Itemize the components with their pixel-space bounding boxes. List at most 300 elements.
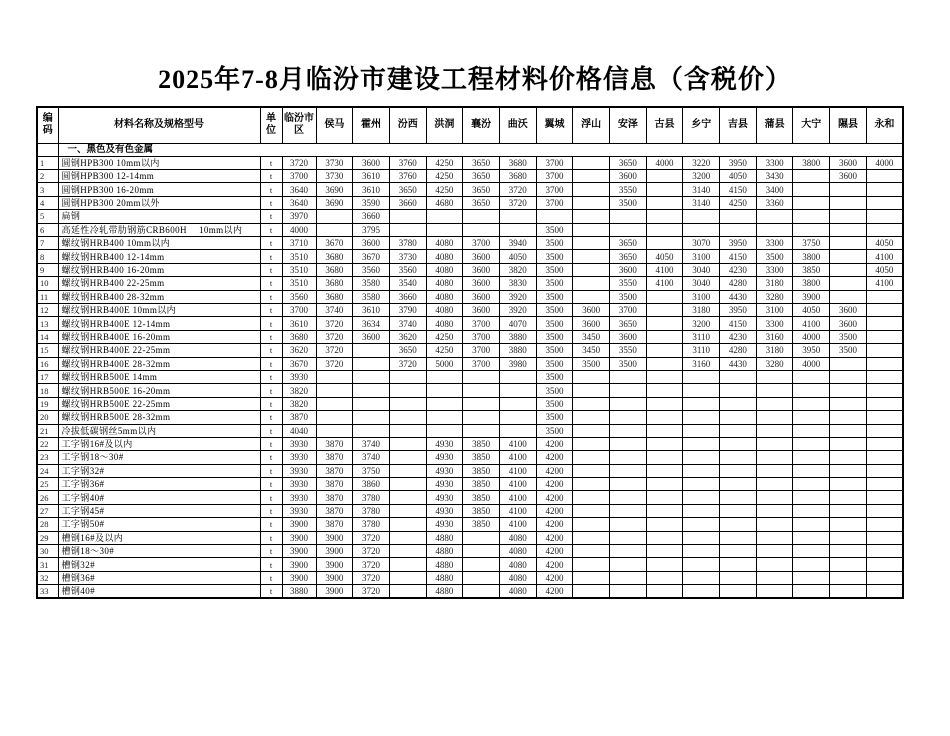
price-cell <box>830 183 867 196</box>
price-cell: 3700 <box>536 183 573 196</box>
price-cell <box>573 478 610 491</box>
unit-cell: t <box>260 223 282 236</box>
unit-cell: t <box>260 250 282 263</box>
price-cell: 3550 <box>610 277 647 290</box>
price-cell: 3690 <box>316 196 353 209</box>
material-name: 工字钢40# <box>58 491 260 504</box>
price-cell <box>830 504 867 517</box>
price-cell: 3720 <box>353 558 390 571</box>
price-cell: 3540 <box>389 277 426 290</box>
price-cell: 3510 <box>282 277 316 290</box>
price-cell: 3930 <box>282 478 316 491</box>
table-row <box>37 397 903 410</box>
price-cell: 3660 <box>389 290 426 303</box>
price-cell <box>683 504 720 517</box>
price-cell <box>683 384 720 397</box>
price-cell <box>683 424 720 437</box>
material-name: 螺纹钢HRB500E 22-25mm <box>58 397 260 410</box>
price-cell <box>573 156 610 169</box>
price-cell <box>866 451 903 464</box>
price-cell: 3700 <box>282 170 316 183</box>
material-name: 工字钢32# <box>58 464 260 477</box>
price-cell <box>756 545 793 558</box>
price-cell <box>573 290 610 303</box>
price-cell: 3870 <box>316 478 353 491</box>
price-cell <box>683 478 720 491</box>
price-cell <box>610 397 647 410</box>
price-cell: 3720 <box>316 344 353 357</box>
price-cell <box>573 210 610 223</box>
table-row <box>37 210 903 223</box>
table-row <box>37 344 903 357</box>
price-cell: 3600 <box>463 263 500 276</box>
material-name: 螺纹钢HRB400 10mm以内 <box>58 237 260 250</box>
price-cell <box>389 397 426 410</box>
unit-cell: t <box>260 196 282 209</box>
price-cell <box>866 397 903 410</box>
price-cell <box>866 437 903 450</box>
price-cell <box>463 370 500 383</box>
unit-cell: t <box>260 384 282 397</box>
price-cell: 4100 <box>499 518 536 531</box>
price-cell <box>463 210 500 223</box>
price-cell <box>610 531 647 544</box>
price-cell <box>793 491 830 504</box>
price-cell <box>683 531 720 544</box>
price-cell: 4000 <box>646 156 683 169</box>
price-cell: 3560 <box>353 263 390 276</box>
unit-cell: t <box>260 317 282 330</box>
price-cell <box>720 437 757 450</box>
table-row <box>37 330 903 343</box>
price-cell <box>499 397 536 410</box>
price-cell: 4100 <box>866 277 903 290</box>
price-cell <box>573 196 610 209</box>
price-cell <box>756 558 793 571</box>
price-cell <box>573 237 610 250</box>
price-cell: 3400 <box>756 183 793 196</box>
price-cell: 3900 <box>316 531 353 544</box>
price-cell <box>573 277 610 290</box>
price-cell: 3500 <box>610 290 647 303</box>
price-cell <box>830 411 867 424</box>
unit-cell: t <box>260 518 282 531</box>
row-code: 3 <box>37 183 58 196</box>
price-cell <box>536 210 573 223</box>
material-name: 螺纹钢HRB400 16-20mm <box>58 263 260 276</box>
material-name: 圆钢HPB300 12-14mm <box>58 170 260 183</box>
unit-cell: t <box>260 545 282 558</box>
column-header-13: 古县 <box>646 107 683 143</box>
row-code: 33 <box>37 585 58 599</box>
row-code: 21 <box>37 424 58 437</box>
price-cell: 4100 <box>646 277 683 290</box>
price-cell <box>646 464 683 477</box>
price-cell <box>793 384 830 397</box>
price-cell <box>463 397 500 410</box>
price-cell <box>573 370 610 383</box>
price-cell: 5000 <box>426 357 463 370</box>
price-cell: 3600 <box>463 303 500 316</box>
price-cell <box>720 478 757 491</box>
price-cell: 3900 <box>316 571 353 584</box>
price-cell: 4050 <box>793 303 830 316</box>
price-cell: 3500 <box>536 370 573 383</box>
price-cell <box>793 571 830 584</box>
price-cell: 3950 <box>720 237 757 250</box>
unit-cell: t <box>260 277 282 290</box>
table-row <box>37 196 903 209</box>
price-cell: 3720 <box>316 357 353 370</box>
price-cell <box>866 384 903 397</box>
price-cell <box>646 384 683 397</box>
price-cell <box>830 290 867 303</box>
price-cell <box>830 518 867 531</box>
price-cell: 3750 <box>353 464 390 477</box>
price-cell: 4150 <box>720 183 757 196</box>
price-cell <box>426 397 463 410</box>
price-cell <box>866 170 903 183</box>
row-code: 8 <box>37 250 58 263</box>
price-cell <box>720 210 757 223</box>
price-cell: 3140 <box>683 196 720 209</box>
price-cell: 3600 <box>463 250 500 263</box>
row-code: 32 <box>37 571 58 584</box>
price-cell: 3634 <box>353 317 390 330</box>
column-header-12: 安泽 <box>610 107 647 143</box>
price-cell: 4150 <box>720 250 757 263</box>
price-cell: 4050 <box>866 237 903 250</box>
price-cell <box>573 558 610 571</box>
column-header-11: 浮山 <box>573 107 610 143</box>
price-cell: 3870 <box>316 504 353 517</box>
price-cell <box>610 545 647 558</box>
material-name: 螺纹钢HRB500E 14mm <box>58 370 260 383</box>
price-cell <box>793 397 830 410</box>
price-cell: 3880 <box>282 585 316 599</box>
price-cell <box>793 183 830 196</box>
price-cell: 4250 <box>426 330 463 343</box>
price-cell <box>866 344 903 357</box>
price-cell: 4050 <box>499 250 536 263</box>
price-cell <box>830 397 867 410</box>
row-code: 26 <box>37 491 58 504</box>
price-cell <box>830 531 867 544</box>
table-header <box>37 107 903 143</box>
price-cell: 3180 <box>756 277 793 290</box>
price-cell <box>756 504 793 517</box>
price-cell <box>573 223 610 236</box>
price-cell <box>573 424 610 437</box>
price-cell <box>756 210 793 223</box>
price-cell <box>866 357 903 370</box>
unit-cell: t <box>260 210 282 223</box>
price-cell: 3600 <box>610 330 647 343</box>
price-cell <box>830 250 867 263</box>
price-cell <box>830 424 867 437</box>
price-cell: 3160 <box>756 330 793 343</box>
price-cell: 3600 <box>353 237 390 250</box>
price-cell: 3880 <box>499 330 536 343</box>
price-cell <box>720 491 757 504</box>
price-cell: 3580 <box>353 277 390 290</box>
price-cell <box>830 263 867 276</box>
table-row <box>37 464 903 477</box>
price-cell: 4930 <box>426 491 463 504</box>
price-cell: 3870 <box>316 518 353 531</box>
price-cell <box>830 210 867 223</box>
price-cell <box>830 585 867 599</box>
price-cell <box>756 397 793 410</box>
price-cell: 3920 <box>499 290 536 303</box>
price-cell <box>830 384 867 397</box>
price-cell: 3920 <box>499 303 536 316</box>
price-cell: 4200 <box>536 504 573 517</box>
price-cell <box>389 411 426 424</box>
material-name: 螺纹钢HRB500E 28-32mm <box>58 411 260 424</box>
material-name: 圆钢HPB300 16-20mm <box>58 183 260 196</box>
price-cell: 3950 <box>793 344 830 357</box>
table-row <box>37 585 903 599</box>
price-table <box>36 106 904 599</box>
price-cell <box>389 518 426 531</box>
price-cell <box>866 210 903 223</box>
price-cell <box>646 223 683 236</box>
price-cell: 4100 <box>499 504 536 517</box>
price-cell <box>720 585 757 599</box>
price-cell: 4100 <box>499 478 536 491</box>
price-cell <box>756 384 793 397</box>
price-cell: 4200 <box>536 571 573 584</box>
price-cell <box>720 531 757 544</box>
row-code: 4 <box>37 196 58 209</box>
column-header-7: 洪洞 <box>426 107 463 143</box>
price-cell: 4080 <box>426 317 463 330</box>
column-header-16: 蒲县 <box>756 107 793 143</box>
price-cell <box>610 411 647 424</box>
price-cell <box>793 545 830 558</box>
price-cell: 3300 <box>756 156 793 169</box>
price-cell: 3450 <box>573 330 610 343</box>
price-cell: 3600 <box>830 170 867 183</box>
price-cell <box>830 196 867 209</box>
price-cell: 3160 <box>683 357 720 370</box>
price-cell: 3500 <box>536 411 573 424</box>
price-cell: 3640 <box>282 183 316 196</box>
price-cell: 3740 <box>353 437 390 450</box>
price-cell: 4930 <box>426 518 463 531</box>
price-cell <box>389 223 426 236</box>
price-cell: 4250 <box>720 196 757 209</box>
price-cell: 3720 <box>389 357 426 370</box>
price-cell <box>646 411 683 424</box>
price-cell: 3600 <box>353 156 390 169</box>
price-cell <box>866 196 903 209</box>
price-cell: 4080 <box>426 277 463 290</box>
material-name: 高延性冷轧带肋钢筋CRB600H 10mm以内 <box>58 223 260 236</box>
price-cell <box>353 357 390 370</box>
price-cell: 4100 <box>499 437 536 450</box>
price-cell <box>720 223 757 236</box>
price-cell: 3650 <box>463 183 500 196</box>
price-cell: 4200 <box>536 437 573 450</box>
row-code: 20 <box>37 411 58 424</box>
price-cell <box>793 411 830 424</box>
table-row <box>37 183 903 196</box>
price-cell: 3110 <box>683 344 720 357</box>
price-cell: 3970 <box>282 210 316 223</box>
column-header-5: 霍州 <box>353 107 390 143</box>
column-header-4: 侯马 <box>316 107 353 143</box>
price-cell <box>389 437 426 450</box>
price-cell: 4250 <box>426 344 463 357</box>
price-cell: 3700 <box>463 237 500 250</box>
material-name: 工字钢45# <box>58 504 260 517</box>
price-cell <box>646 571 683 584</box>
price-cell: 4230 <box>720 330 757 343</box>
column-header-19: 永和 <box>866 107 903 143</box>
price-cell <box>463 585 500 599</box>
price-cell: 3760 <box>389 170 426 183</box>
row-code: 22 <box>37 437 58 450</box>
price-cell <box>573 451 610 464</box>
price-cell <box>573 397 610 410</box>
price-cell <box>573 170 610 183</box>
price-cell: 3700 <box>463 330 500 343</box>
price-cell <box>389 478 426 491</box>
price-cell <box>830 223 867 236</box>
price-cell: 4280 <box>720 344 757 357</box>
price-cell <box>646 210 683 223</box>
price-cell: 4000 <box>793 330 830 343</box>
material-name: 圆钢HPB300 10mm以内 <box>58 156 260 169</box>
price-cell <box>756 571 793 584</box>
price-cell <box>610 370 647 383</box>
price-cell: 3760 <box>389 156 426 169</box>
price-cell: 3140 <box>683 183 720 196</box>
price-cell: 4250 <box>426 183 463 196</box>
price-cell <box>573 545 610 558</box>
price-cell: 3930 <box>282 504 316 517</box>
price-cell: 3600 <box>830 317 867 330</box>
price-cell <box>426 210 463 223</box>
price-cell: 3200 <box>683 170 720 183</box>
price-cell: 4080 <box>499 558 536 571</box>
price-cell: 3900 <box>793 290 830 303</box>
price-cell <box>830 558 867 571</box>
column-header-18: 隰县 <box>830 107 867 143</box>
price-cell <box>683 437 720 450</box>
price-cell: 3640 <box>282 196 316 209</box>
row-code: 19 <box>37 397 58 410</box>
price-cell <box>610 223 647 236</box>
price-cell <box>463 545 500 558</box>
price-cell <box>793 170 830 183</box>
unit-cell: t <box>260 330 282 343</box>
price-cell: 3680 <box>499 156 536 169</box>
row-code: 2 <box>37 170 58 183</box>
price-cell: 4230 <box>720 263 757 276</box>
unit-cell: t <box>260 451 282 464</box>
price-cell <box>353 344 390 357</box>
price-cell <box>389 531 426 544</box>
material-name: 螺纹钢HRB400E 10mm以内 <box>58 303 260 316</box>
table-row <box>37 491 903 504</box>
table-row <box>37 357 903 370</box>
price-cell <box>646 290 683 303</box>
price-cell: 3720 <box>353 545 390 558</box>
price-cell <box>720 424 757 437</box>
price-cell: 4100 <box>499 491 536 504</box>
price-cell: 3700 <box>610 303 647 316</box>
price-cell <box>830 491 867 504</box>
price-cell: 3900 <box>282 545 316 558</box>
price-cell: 3700 <box>536 196 573 209</box>
price-cell <box>389 464 426 477</box>
price-cell <box>720 545 757 558</box>
price-cell: 3820 <box>499 263 536 276</box>
price-cell: 3100 <box>683 250 720 263</box>
material-name: 螺纹钢HRB400E 22-25mm <box>58 344 260 357</box>
price-cell <box>756 370 793 383</box>
table-row <box>37 237 903 250</box>
price-cell <box>573 464 610 477</box>
price-cell: 3850 <box>463 464 500 477</box>
price-cell <box>573 183 610 196</box>
price-cell <box>793 370 830 383</box>
price-cell <box>573 531 610 544</box>
price-cell <box>426 411 463 424</box>
price-cell: 3930 <box>282 491 316 504</box>
price-cell: 4100 <box>866 250 903 263</box>
price-cell: 3100 <box>756 303 793 316</box>
price-cell: 3670 <box>282 357 316 370</box>
material-name: 螺纹钢HRB400E 16-20mm <box>58 330 260 343</box>
price-cell: 4200 <box>536 545 573 558</box>
price-cell: 3720 <box>316 330 353 343</box>
price-cell: 3720 <box>353 531 390 544</box>
table-row <box>37 518 903 531</box>
price-cell: 3600 <box>610 263 647 276</box>
price-cell: 3850 <box>463 437 500 450</box>
price-cell: 3950 <box>720 156 757 169</box>
price-cell: 3720 <box>316 317 353 330</box>
price-cell <box>793 518 830 531</box>
price-cell: 3930 <box>282 437 316 450</box>
price-cell: 3800 <box>793 250 830 263</box>
price-cell <box>316 223 353 236</box>
price-cell: 3700 <box>463 317 500 330</box>
price-cell: 3870 <box>316 437 353 450</box>
price-cell <box>499 424 536 437</box>
price-cell: 4930 <box>426 464 463 477</box>
price-cell: 4250 <box>426 170 463 183</box>
column-header-1: 材料名称及规格型号 <box>58 107 260 143</box>
price-cell: 3610 <box>353 170 390 183</box>
row-code: 16 <box>37 357 58 370</box>
unit-cell: t <box>260 558 282 571</box>
price-cell <box>683 491 720 504</box>
price-cell <box>830 451 867 464</box>
price-cell <box>610 585 647 599</box>
price-cell <box>499 223 536 236</box>
price-cell: 3510 <box>282 263 316 276</box>
price-cell: 3860 <box>353 478 390 491</box>
price-cell: 3680 <box>316 250 353 263</box>
price-cell <box>830 437 867 450</box>
price-cell <box>573 250 610 263</box>
price-cell <box>573 263 610 276</box>
